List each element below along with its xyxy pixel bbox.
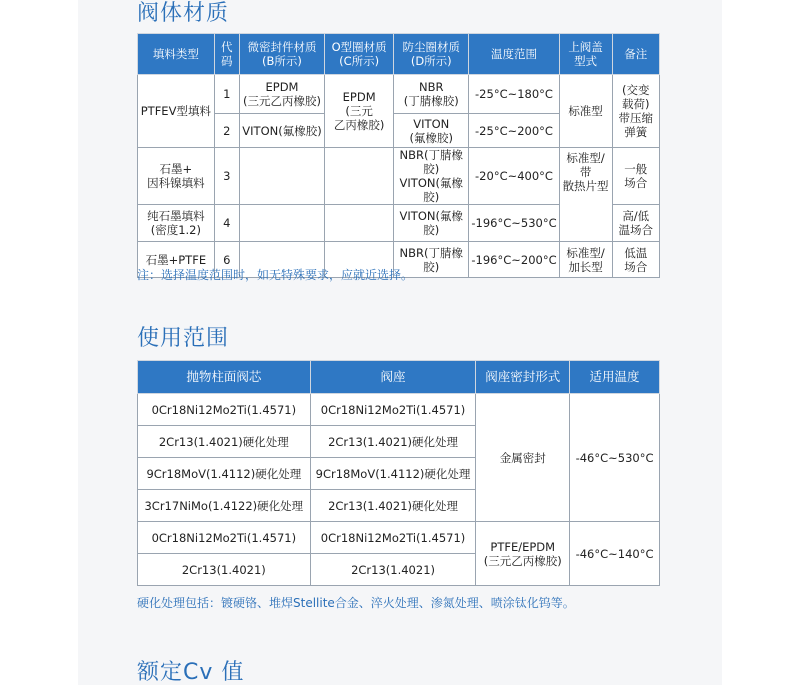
cell-bonnet: 标准型 bbox=[559, 75, 612, 148]
cell-seat: 2Cr13(1.4021)硬化处理 bbox=[310, 426, 476, 458]
cell-bonnet: 标准型/带 散热片型 bbox=[559, 148, 612, 242]
cell-bonnet: 标准型/ 加长型 bbox=[559, 242, 612, 278]
cell-temp: -20°C~400°C bbox=[469, 148, 559, 205]
cell-code: 1 bbox=[214, 75, 239, 114]
section-title-body-material: 阀体材质 bbox=[137, 1, 230, 26]
cell-dust-ring: NBR(丁腈橡胶) bbox=[394, 242, 469, 278]
cell-remark: (交变 载荷) 带压缩 弹簧 bbox=[612, 75, 660, 148]
cell-seat: 0Cr18Ni12Mo2Ti(1.4571) bbox=[310, 522, 476, 554]
cell-dust-ring: NBR (丁腈橡胶) bbox=[394, 75, 469, 114]
cell-core: 0Cr18Ni12Mo2Ti(1.4571) bbox=[138, 394, 311, 426]
cell-packing-type: 纯石墨填料 (密度1.2) bbox=[138, 205, 215, 242]
section-title-rated-cv: 额定Cv 值 bbox=[137, 660, 245, 685]
header-packing-type: 填料类型 bbox=[138, 34, 215, 75]
cell-code: 4 bbox=[214, 205, 239, 242]
cell-core: 2Cr13(1.4021) bbox=[138, 554, 311, 586]
temperature-footnote: 注：选择温度范围时，如无特殊要求，应就近选择。 bbox=[137, 268, 414, 282]
cell-remark: 一般 场合 bbox=[612, 148, 660, 205]
cell-packing-type: PTFEV型填料 bbox=[138, 75, 215, 148]
cell-seal-type: 金属密封 bbox=[476, 394, 570, 522]
cell-code: 3 bbox=[214, 148, 239, 205]
cell-oring bbox=[325, 205, 394, 242]
table-row bbox=[138, 394, 660, 426]
cell-seat: 9Cr18MoV(1.4112)硬化处理 bbox=[310, 458, 476, 490]
cell-temp: -25°C~180°C bbox=[469, 75, 559, 114]
cell-temp: -46°C~140°C bbox=[570, 522, 660, 586]
cell-dust-ring: NBR(丁腈橡胶) VITON(氟橡胶) bbox=[394, 148, 469, 205]
cell-dust-ring: VITON (氟橡胶) bbox=[394, 114, 469, 148]
cell-remark: 高/低 温场合 bbox=[612, 205, 660, 242]
cell-seat: 2Cr13(1.4021) bbox=[310, 554, 476, 586]
cell-code: 2 bbox=[214, 114, 239, 148]
table-row bbox=[138, 522, 660, 554]
table-header-row bbox=[138, 361, 660, 394]
cell-dust-ring: VITON(氟橡胶) bbox=[394, 205, 469, 242]
table-row bbox=[138, 75, 660, 114]
body-material-table bbox=[137, 33, 660, 278]
cell-packing-type: 石墨+ 因科镍填料 bbox=[138, 148, 215, 205]
section-title-usage: 使用范围 bbox=[137, 326, 230, 351]
cell-seat: 0Cr18Ni12Mo2Ti(1.4571) bbox=[310, 394, 476, 426]
cell-seat: 2Cr13(1.4021)硬化处理 bbox=[310, 490, 476, 522]
header-oring-material: O型圈材质 (C所示) bbox=[325, 34, 394, 75]
cell-core: 0Cr18Ni12Mo2Ti(1.4571) bbox=[138, 522, 311, 554]
cell-seal bbox=[239, 205, 324, 242]
cell-temp: -46°C~530°C bbox=[570, 394, 660, 522]
header-remark: 备注 bbox=[612, 34, 660, 75]
header-valve-seat: 阀座 bbox=[310, 361, 476, 394]
cell-temp: -196°C~200°C bbox=[469, 242, 559, 278]
header-dust-ring-material: 防尘圈材质 (D所示) bbox=[394, 34, 469, 75]
header-seal-material: 微密封件材质 (B所示) bbox=[239, 34, 324, 75]
cell-temp: -196°C~530°C bbox=[469, 205, 559, 242]
usage-table bbox=[137, 360, 660, 586]
hardening-footnote: 硬化处理包括：镀硬铬、堆焊Stellite合金、淬火处理、渗氮处理、喷涂钛化钨等。 bbox=[137, 596, 575, 610]
cell-oring bbox=[325, 148, 394, 205]
cell-code: 6 bbox=[214, 242, 239, 278]
cell-seal: EPDM (三元乙丙橡胶) bbox=[239, 75, 324, 114]
cell-core: 9Cr18MoV(1.4112)硬化处理 bbox=[138, 458, 311, 490]
table-header-row bbox=[138, 34, 660, 75]
table-row bbox=[138, 148, 660, 205]
header-temp-range: 温度范围 bbox=[469, 34, 559, 75]
cell-oring: EPDM (三元 乙丙橡胶) bbox=[325, 75, 394, 148]
header-bonnet-type: 上阀盖 型式 bbox=[559, 34, 612, 75]
header-seat-seal: 阀座密封形式 bbox=[476, 361, 570, 394]
header-applicable-temp: 适用温度 bbox=[570, 361, 660, 394]
cell-temp: -25°C~200°C bbox=[469, 114, 559, 148]
cell-core: 2Cr13(1.4021)硬化处理 bbox=[138, 426, 311, 458]
header-code: 代码 bbox=[214, 34, 239, 75]
cell-remark: 低温 场合 bbox=[612, 242, 660, 278]
cell-seal: VITON(氟橡胶) bbox=[239, 114, 324, 148]
cell-core: 3Cr17NiMo(1.4122)硬化处理 bbox=[138, 490, 311, 522]
cell-packing-type: 石墨+PTFE bbox=[138, 242, 215, 278]
header-valve-core: 抛物柱面阀芯 bbox=[138, 361, 311, 394]
cell-seal-type: PTFE/EPDM (三元乙丙橡胶) bbox=[476, 522, 570, 586]
cell-seal bbox=[239, 148, 324, 205]
